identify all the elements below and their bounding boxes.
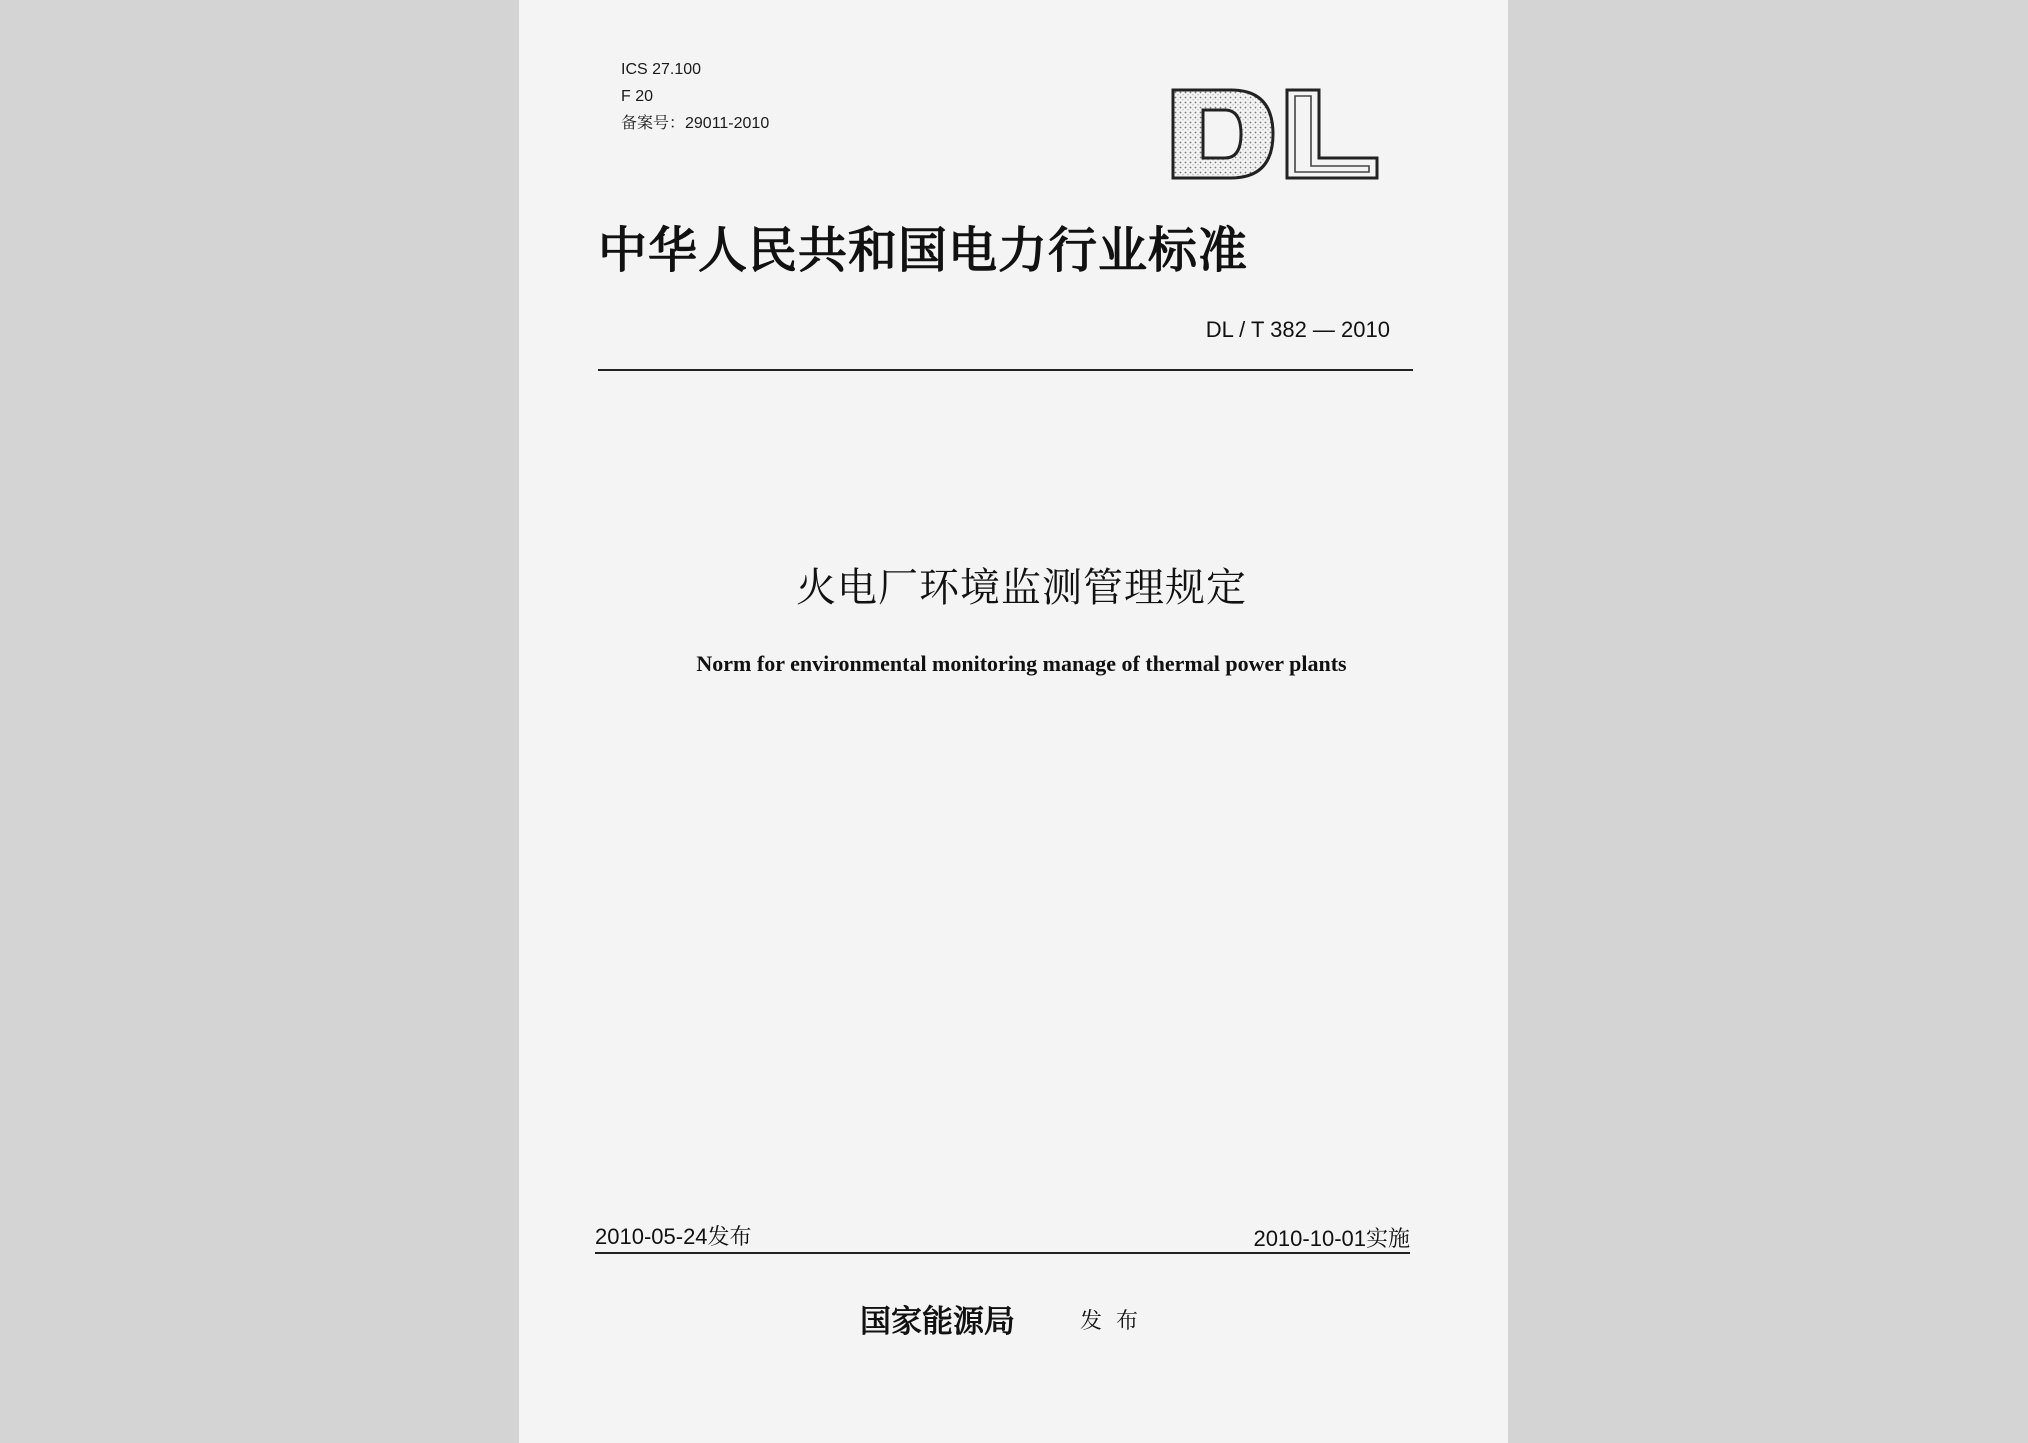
publisher-name: 国家能源局 <box>860 1304 1015 1340</box>
document-title-english: Norm for environmental monitoring manage of thermal power plants <box>696 651 1347 676</box>
standard-code: DL / T 382 — 2010 <box>1205 317 1390 342</box>
dl-logo <box>1169 86 1381 182</box>
issue-date: 2010-05-24发布 <box>595 1224 752 1249</box>
standard-category-title: 中华人民共和国电力行业标准 <box>598 221 1249 279</box>
header-divider <box>598 369 1413 371</box>
publish-label: 发布 <box>1080 1309 1153 1334</box>
effective-date: 2010-10-01实施 <box>1253 1226 1410 1251</box>
ics-code: ICS 27.100 <box>621 61 702 78</box>
classification-code: F 20 <box>621 88 654 105</box>
filing-number: 备案号：29011-2010 <box>621 115 770 132</box>
footer-divider <box>595 1252 1410 1254</box>
document-page <box>519 0 1508 1443</box>
standard-metadata <box>621 56 769 137</box>
document-title-chinese: 火电厂环境监测管理规定 <box>796 565 1247 611</box>
